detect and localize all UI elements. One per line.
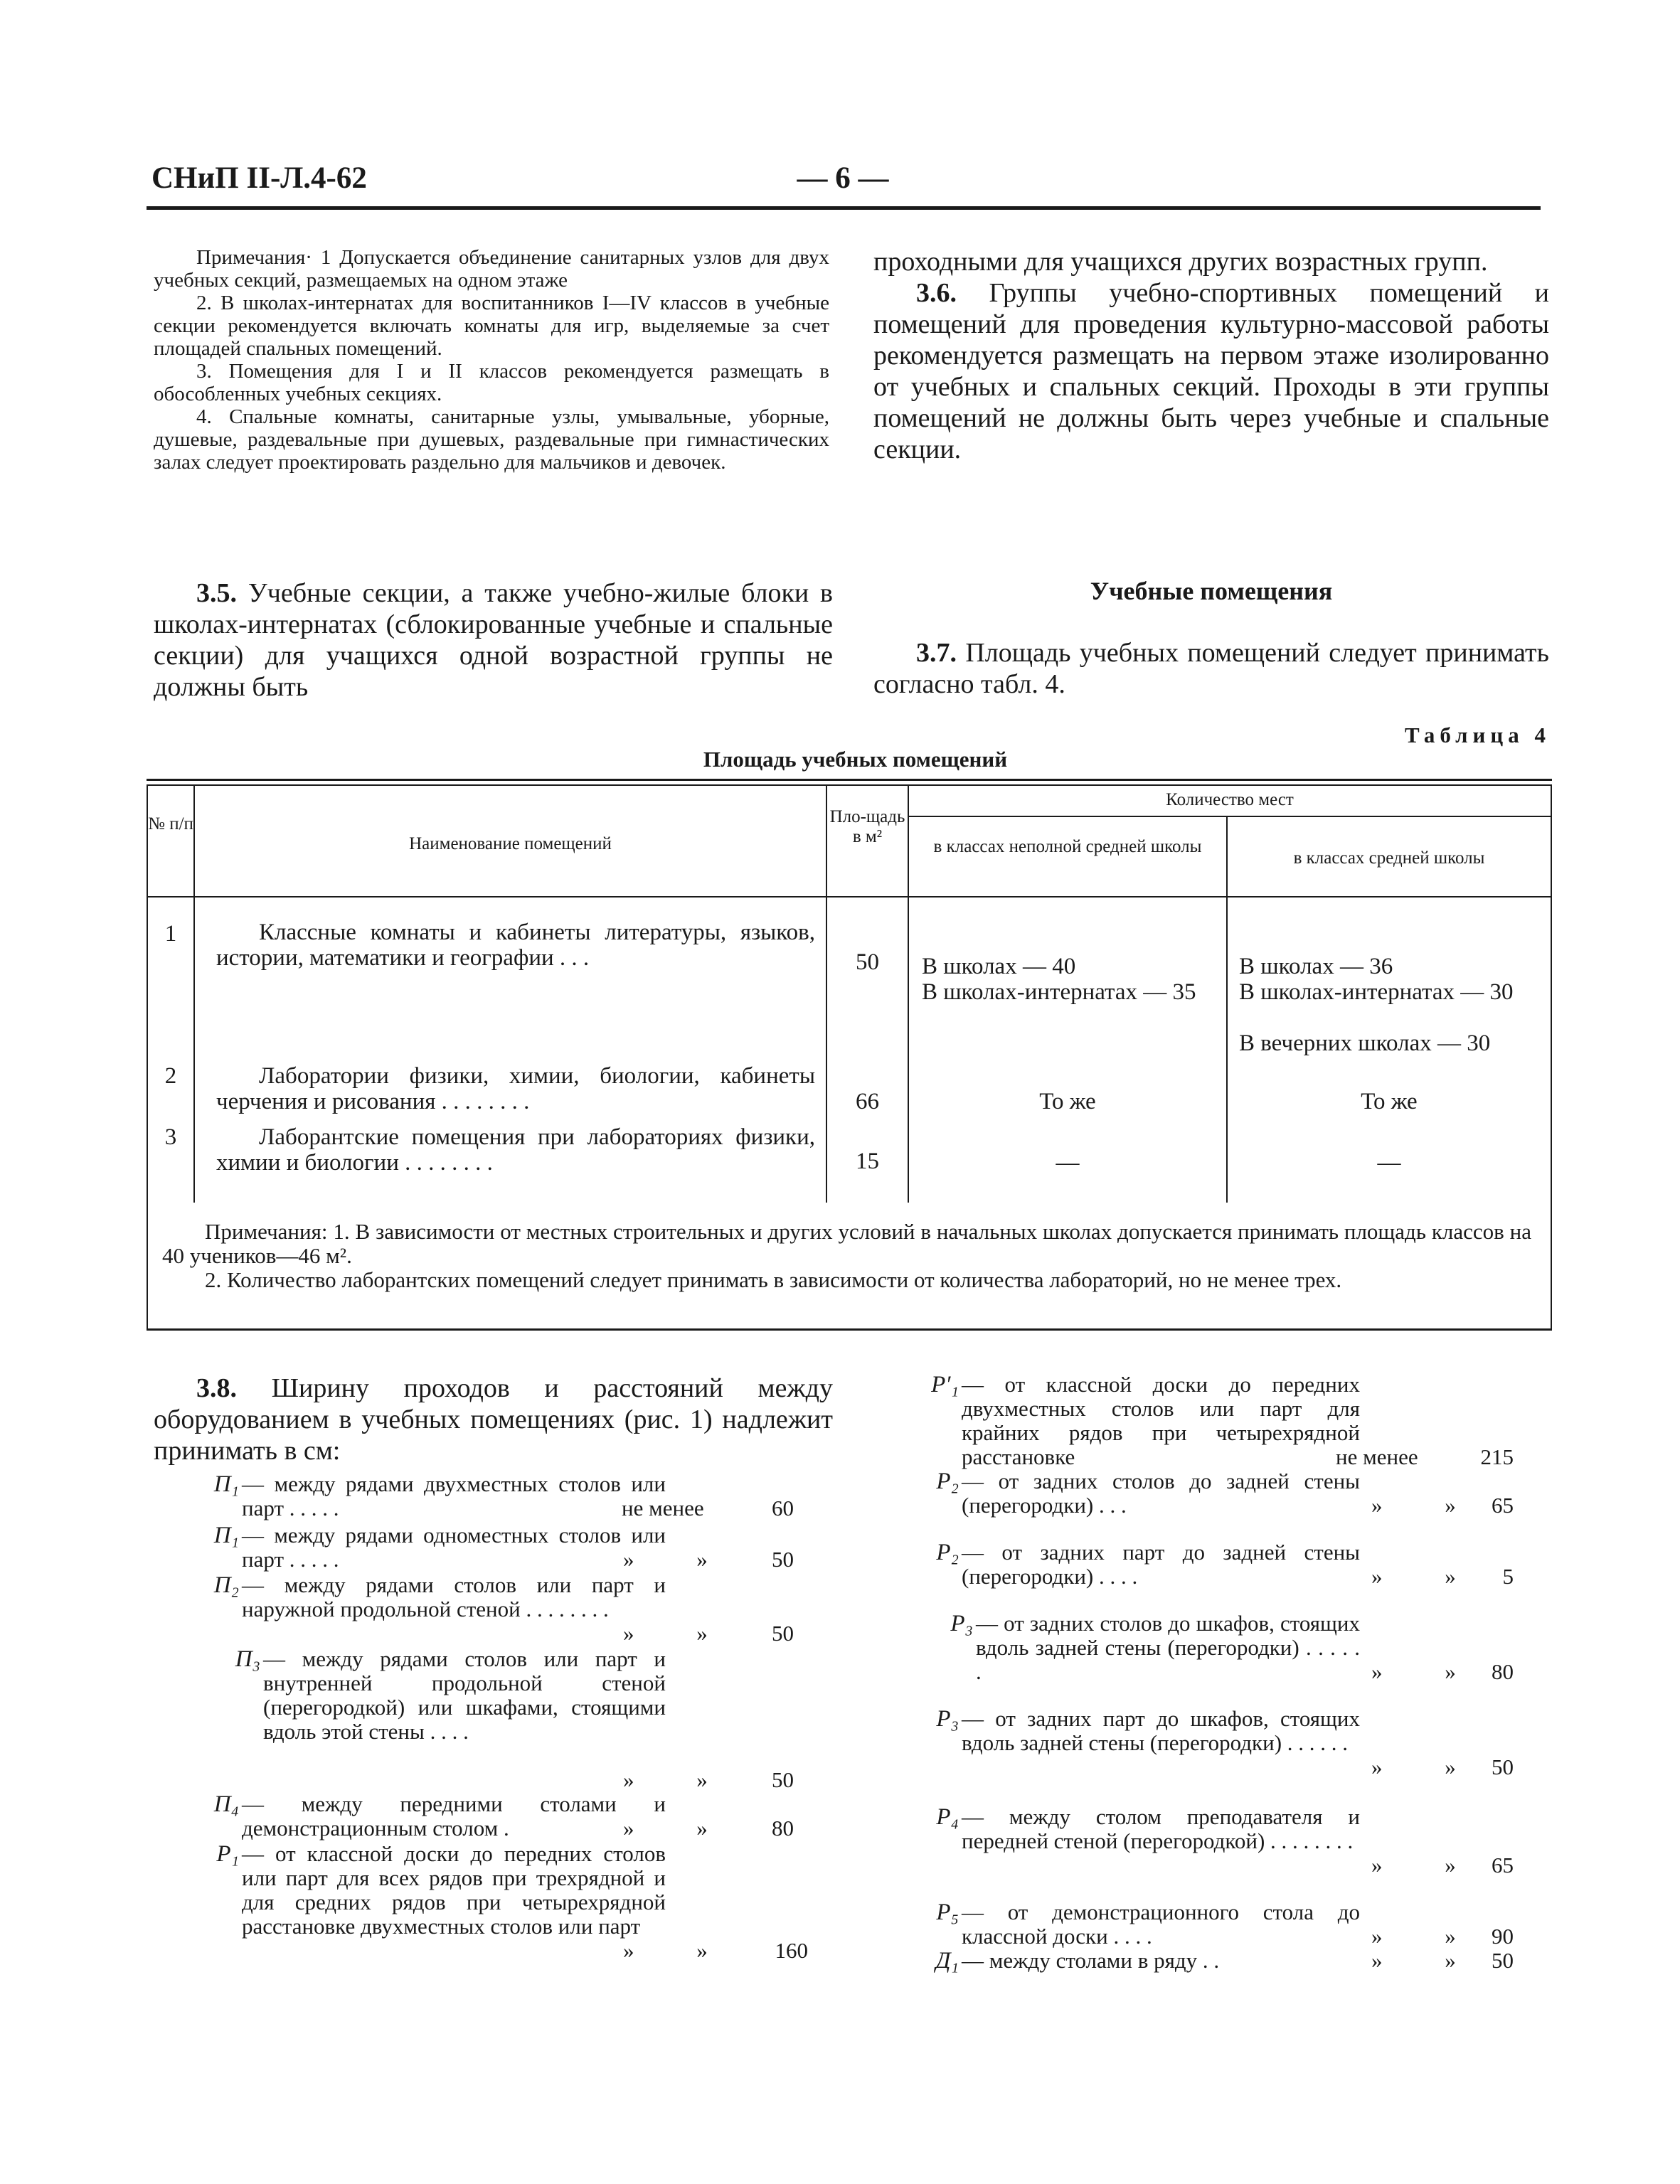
item-qualifier: » » — [1371, 1564, 1484, 1589]
item-value: 65 — [1492, 1853, 1514, 1877]
note-4: 4. Спальные комнаты, санитарные узлы, умывальные, уборные, душевые, раздевальные при душевых, раздевальные при гимнастических залах следует проектировать раздельно для мальчиков и девочек. — [154, 405, 829, 474]
row-3-complete: — — [1377, 1150, 1401, 1176]
item-qualifier: » » — [1371, 1493, 1484, 1518]
item-label: Р₃ — [936, 1706, 959, 1732]
header-complete-school: в классах средней школы — [1293, 848, 1485, 868]
header-seats: Количество мест — [1166, 790, 1294, 809]
item-label: Р₅ — [936, 1900, 959, 1925]
item-value: 50 — [772, 1767, 794, 1792]
item-label: Р₁ — [216, 1841, 239, 1867]
row-1-complete-1: В школах — 36 — [1239, 954, 1393, 979]
left-distance-list — [154, 1472, 836, 1984]
section-3-5 — [154, 577, 833, 703]
item-qualifier: » » — [623, 1621, 736, 1646]
item-qualifier: » » — [1371, 1659, 1484, 1684]
table-label: Таблица 4 — [1405, 723, 1551, 747]
table-notes — [162, 1220, 1531, 1292]
item-value: 215 — [1480, 1444, 1514, 1469]
item-label: П₁ — [213, 1471, 239, 1497]
item-value: 50 — [772, 1547, 794, 1572]
item-value: 5 — [1502, 1564, 1514, 1589]
section-text: Учебные секции, а также учебно-жилые блоки в школах-интернатах (сблокированные учебные и спальные секции) для учащихся одной возрастной группы не должны быть — [154, 578, 834, 702]
item-label: Р′₁ — [931, 1372, 959, 1397]
note-1: Примечания· 1 Допускается объединение санитарных узлов для двух учебных секций, размещаемых на одном этаже — [154, 246, 829, 292]
item-label: Р₂ — [936, 1540, 959, 1565]
item-value: 80 — [1492, 1659, 1514, 1684]
item-qualifier: » » — [1371, 1924, 1484, 1949]
header-area: Пло-щадь в м² — [829, 807, 905, 846]
item-label: Р₄ — [936, 1804, 959, 1830]
item-qualifier: » » — [1371, 1754, 1484, 1779]
item-label: П₄ — [213, 1791, 239, 1817]
row-1-name: Классные комнаты и кабинеты литературы, языков, истории, математики и географии . . . — [216, 920, 815, 971]
item-label: П₃ — [235, 1646, 260, 1672]
item-text: — между рядами одноместных столов или парт . . . . . — [242, 1523, 666, 1572]
row-2-num: 2 — [164, 1063, 177, 1089]
row-1-area: 50 — [856, 949, 879, 975]
item-text: — между столами в ряду . . — [962, 1948, 1220, 1973]
table-rule — [908, 816, 1552, 817]
item-label: П₂ — [213, 1572, 239, 1598]
header-incomplete-school: в классах неполной средней школы — [933, 837, 1202, 856]
item-qualifier: » » — [1371, 1853, 1484, 1877]
row-3-area: 15 — [856, 1149, 879, 1174]
item-qualifier: » » — [623, 1938, 736, 1963]
item-text: — от демонстрационного стола до классной доски . . . . — [962, 1900, 1360, 1949]
section-text: Ширину проходов и расстояний между оборудованием в учебных помещениях (рис. 1) надлежит принимать в см: — [154, 1373, 834, 1466]
section-number: 3.5. — [196, 578, 237, 608]
item-label: Р₂ — [936, 1469, 959, 1494]
table-rule — [147, 896, 1552, 897]
table-rule — [147, 784, 1552, 786]
item-text: — между передними столами и демонстрационным столом . — [242, 1791, 666, 1841]
item-qualifier: » » — [623, 1767, 736, 1792]
row-2-area: 66 — [856, 1089, 879, 1114]
item-qualifier: » » — [623, 1547, 736, 1572]
item-value: 80 — [772, 1816, 794, 1841]
section-text: Группы учебно-спортивных помещений и помещений для проведения культурно-массовой работы рекомендуется размещать на первом этаже изолированно от учебных и спальных секций. Проходы в эти группы помещений не должны быть через учебные и спальные секции. — [873, 278, 1550, 464]
table-rule — [1226, 816, 1228, 1203]
row-1-incomplete-1: В школах — 40 — [922, 954, 1076, 979]
row-3-num: 3 — [164, 1124, 177, 1150]
header-name: Наименование помещений — [409, 834, 612, 853]
section-text: Площадь учебных помещений следует принимать согласно табл. 4. — [873, 638, 1549, 699]
table-rule — [147, 779, 1552, 781]
section-3-5-continued — [873, 246, 1549, 465]
item-text: — от задних парт до задней стены (перегородки) . . . . — [962, 1540, 1360, 1589]
item-text: — между рядами столов или парт и наружной продольной стеной . . . . . . . . — [242, 1572, 666, 1621]
item-label: Д₁ — [935, 1948, 959, 1973]
notes-left — [154, 246, 829, 474]
item-label: Р₃ — [950, 1611, 973, 1636]
item-qualifier: не менее — [622, 1496, 704, 1520]
header-rule — [147, 206, 1541, 210]
row-2-incomplete: То же — [1039, 1089, 1096, 1114]
row-1-num: 1 — [164, 921, 177, 947]
item-qualifier: не менее — [1336, 1444, 1418, 1469]
row-2-complete: То же — [1361, 1089, 1418, 1114]
row-3-name: Лаборантские помещения при лабораториях физики, химии и биологии . . . . . . . . — [216, 1124, 815, 1176]
table-note-2: 2. Количество лаборантских помещений следует принимать в зависимости от количества лабораторий, но не менее трех. — [205, 1267, 1342, 1292]
item-text: — между рядами столов или парт и внутренней продольной стеной (перегородкой) или шкафами, стоящими вдоль этой стены . . . . — [263, 1646, 666, 1744]
item-text: — между столом преподавателя и передней стеной (перегородкой) . . . . . . . . — [962, 1804, 1360, 1853]
note-2: 2. В школах-интернатах для воспитанников I—IV классов в учебные секции рекомендуется включать комнаты для игр, выделяемые за счет площадей спальных помещений. — [154, 292, 829, 360]
section-number: 3.7. — [916, 638, 957, 668]
row-1-incomplete-2: В школах-интернатах — 35 — [922, 979, 1196, 1005]
table-rule — [147, 784, 148, 1328]
item-text: — от классной доски до передних двухместных столов или парт для крайних рядов при четырехрядной расстановке — [962, 1372, 1360, 1469]
item-value: 90 — [1492, 1924, 1514, 1949]
continued-text: проходными для учащихся других возрастных групп. — [873, 247, 1488, 277]
document-code: СНиП II-Л.4-62 — [151, 161, 367, 195]
header-num: № п/п — [148, 814, 193, 833]
section-number: 3.6. — [916, 278, 957, 308]
item-qualifier: » » — [623, 1816, 736, 1841]
item-value: 65 — [1492, 1493, 1514, 1518]
item-text: — от задних столов до шкафов, стоящих вдоль задней стены (перегородки) . . . . . . — [976, 1611, 1360, 1684]
heading-uchebnye-pomeshcheniya: Учебные помещения — [1090, 577, 1333, 605]
item-text: — от задних парт до шкафов, стоящих вдоль задней стены (перегородки) . . . . . . — [962, 1706, 1360, 1755]
item-value: 50 — [772, 1621, 794, 1646]
right-distance-list — [873, 1373, 1556, 1991]
item-qualifier: » » — [1371, 1948, 1484, 1973]
page-number: — 6 — — [797, 161, 889, 195]
table-rule — [147, 1328, 1552, 1331]
item-value: 160 — [775, 1938, 808, 1963]
table-rule — [826, 784, 827, 1203]
item-value: 60 — [772, 1496, 794, 1520]
item-label: П₁ — [213, 1523, 239, 1548]
row-2-name: Лаборатории физики, химии, биологии, кабинеты черчения и рисования . . . . . . . . — [216, 1063, 815, 1114]
row-3-incomplete: — — [1056, 1150, 1080, 1176]
item-text: — между рядами двухместных столов или парт . . . . . — [242, 1471, 666, 1520]
table-title: Площадь учебных помещений — [703, 747, 1008, 772]
section-3-7 — [873, 637, 1549, 700]
item-value: 50 — [1492, 1754, 1514, 1779]
item-text: — от задних столов до задней стены (перегородки) . . . — [962, 1469, 1360, 1518]
table-rule — [1551, 784, 1552, 1328]
section-number: 3.8. — [196, 1373, 237, 1403]
note-3: 3. Помещения для I и II классов рекомендуется размещать в обособленных учебных секциях. — [154, 360, 829, 405]
row-1-complete-2: В школах-интернатах — 30 — [1239, 979, 1514, 1005]
section-3-8 — [154, 1373, 833, 1466]
table-note-1: Примечания: 1. В зависимости от местных строительных и других условий в начальных школах допускается принимать площадь классов на 40 учеников—46 м². — [162, 1219, 1531, 1268]
row-1-complete-3: В вечерних школах — 30 — [1239, 1030, 1491, 1056]
item-text: — от классной доски до передних столов или парт для всех рядов при трехрядной и для средних рядов при четырехрядной расстановке двухместных столов или парт — [242, 1841, 666, 1939]
item-value: 50 — [1492, 1948, 1514, 1973]
